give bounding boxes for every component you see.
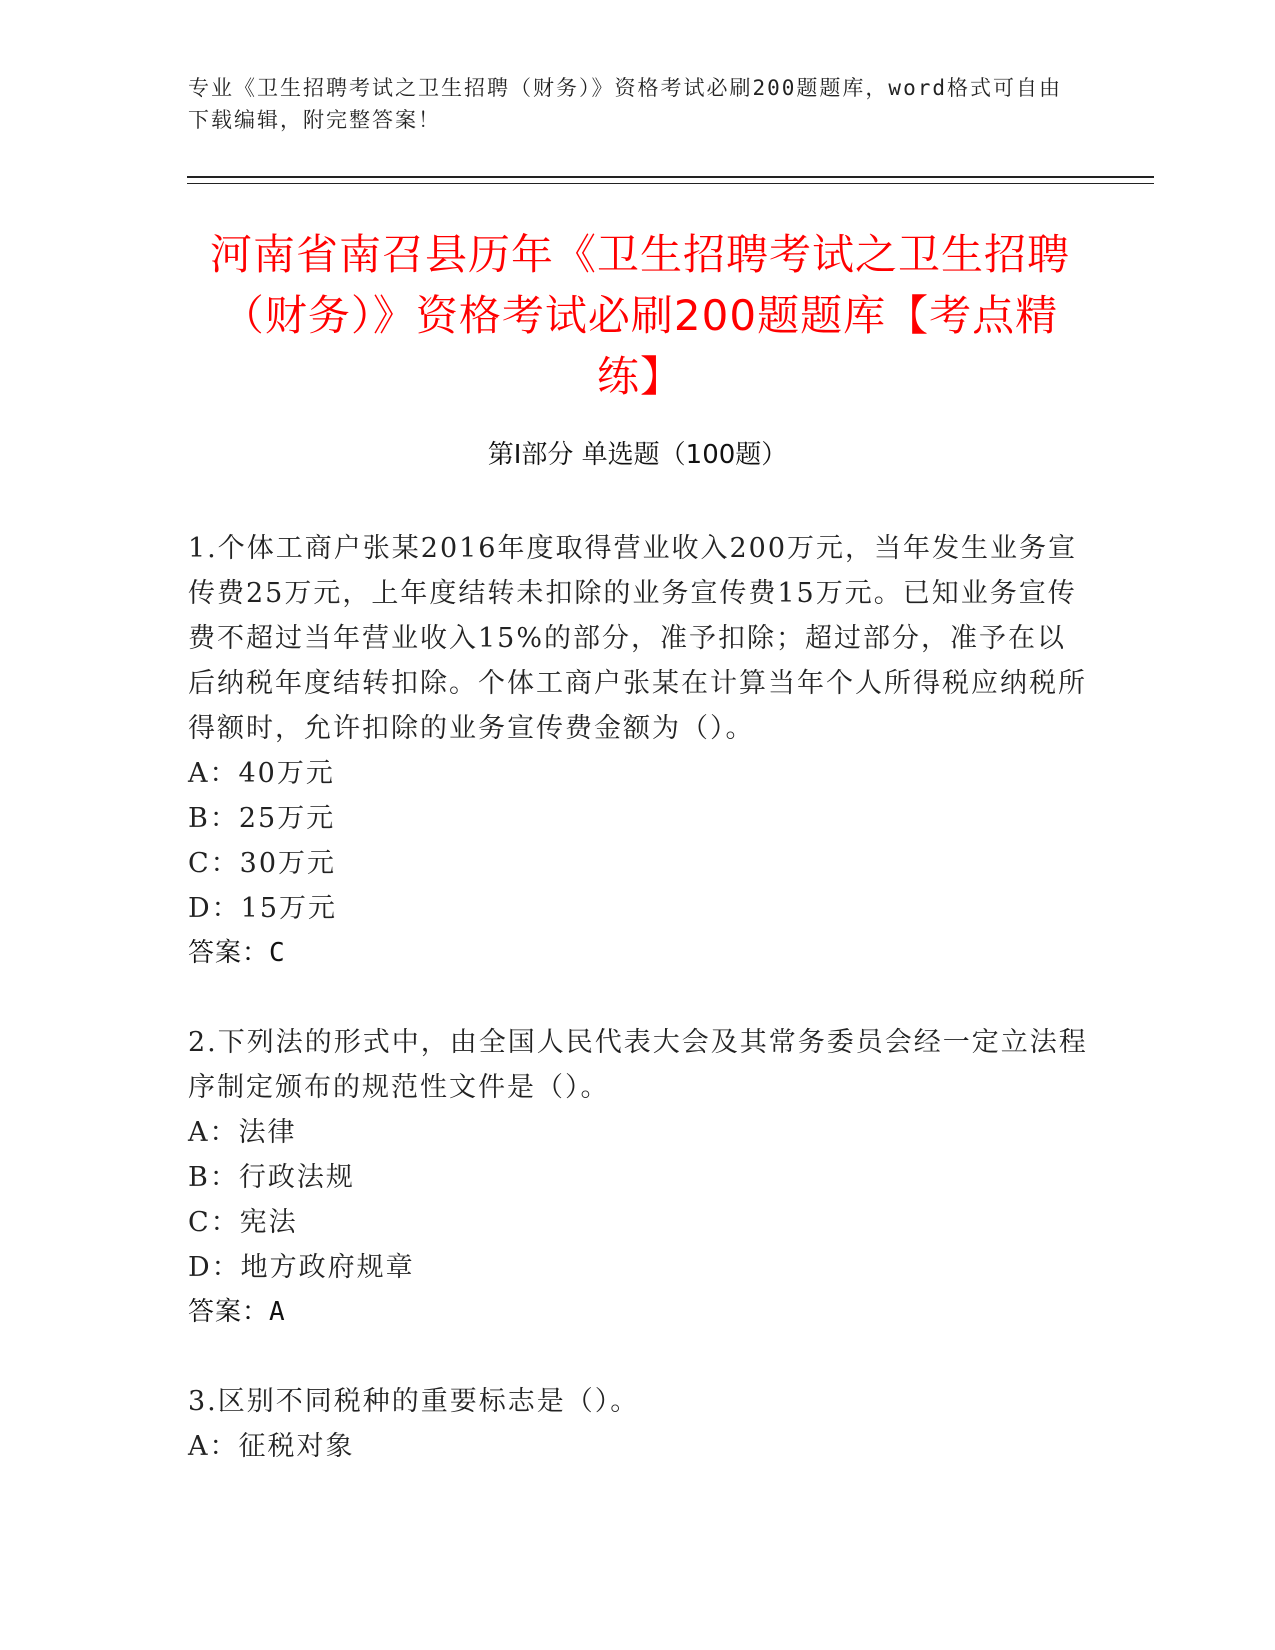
answer-value: A (269, 1297, 286, 1327)
option-b: B：行政法规 (188, 1162, 355, 1193)
header-divider-thin (187, 183, 1154, 184)
option-d: D：地方政府规章 (188, 1252, 415, 1283)
answer-label: 答案： (188, 1297, 270, 1327)
option-c: C：30万元 (188, 848, 337, 879)
option-d: D：15万元 (188, 893, 338, 924)
header-note: 专业《卫生招聘考试之卫生招聘（财务）》资格考试必刷200题题库，word格式可自由下载编辑，附完整答案！ (188, 76, 1062, 132)
option-a: A：法律 (188, 1117, 297, 1148)
document-title: 河南省南召县历年《卫生招聘考试之卫生招聘（财务）》资格考试必刷200题题库【考点精练】 (209, 230, 1070, 401)
option-a: A：40万元 (188, 758, 335, 789)
header-divider-thick (187, 176, 1154, 178)
answer-line (188, 1290, 1088, 1335)
option-c: C：宪法 (188, 1207, 298, 1238)
question-3 (188, 1379, 1088, 1469)
answer-value: C (269, 938, 286, 968)
question-2 (188, 1020, 1088, 1335)
question-stem: 1.个体工商户张某2016年度取得营业收入200万元，当年发生业务宣传费25万元，上年度结转未扣除的业务宣传费15万元。已知业务宣传费不超过当年营业收入15%的部分，准予扣除；超过部分，准予在以后纳税年度结转扣除。个体工商户张某在计算当年个人所得税应纳税所得额时，允许扣除的业务宣传费金额为（）。 (188, 533, 1087, 744)
option-b: B：25万元 (188, 803, 336, 834)
option-a: A：征税对象 (188, 1431, 355, 1462)
question-1 (188, 526, 1088, 976)
answer-label: 答案： (188, 938, 270, 968)
question-stem: 2.下列法的形式中，由全国人民代表大会及其常务委员会经一定立法程序制定颁布的规范性文件是（）。 (188, 1027, 1088, 1103)
question-stem: 3.区别不同税种的重要标志是（）。 (188, 1386, 640, 1417)
section-heading: 第Ⅰ部分 单选题（100题） (487, 440, 788, 470)
question-list (188, 526, 1088, 1513)
answer-line (188, 931, 1088, 976)
